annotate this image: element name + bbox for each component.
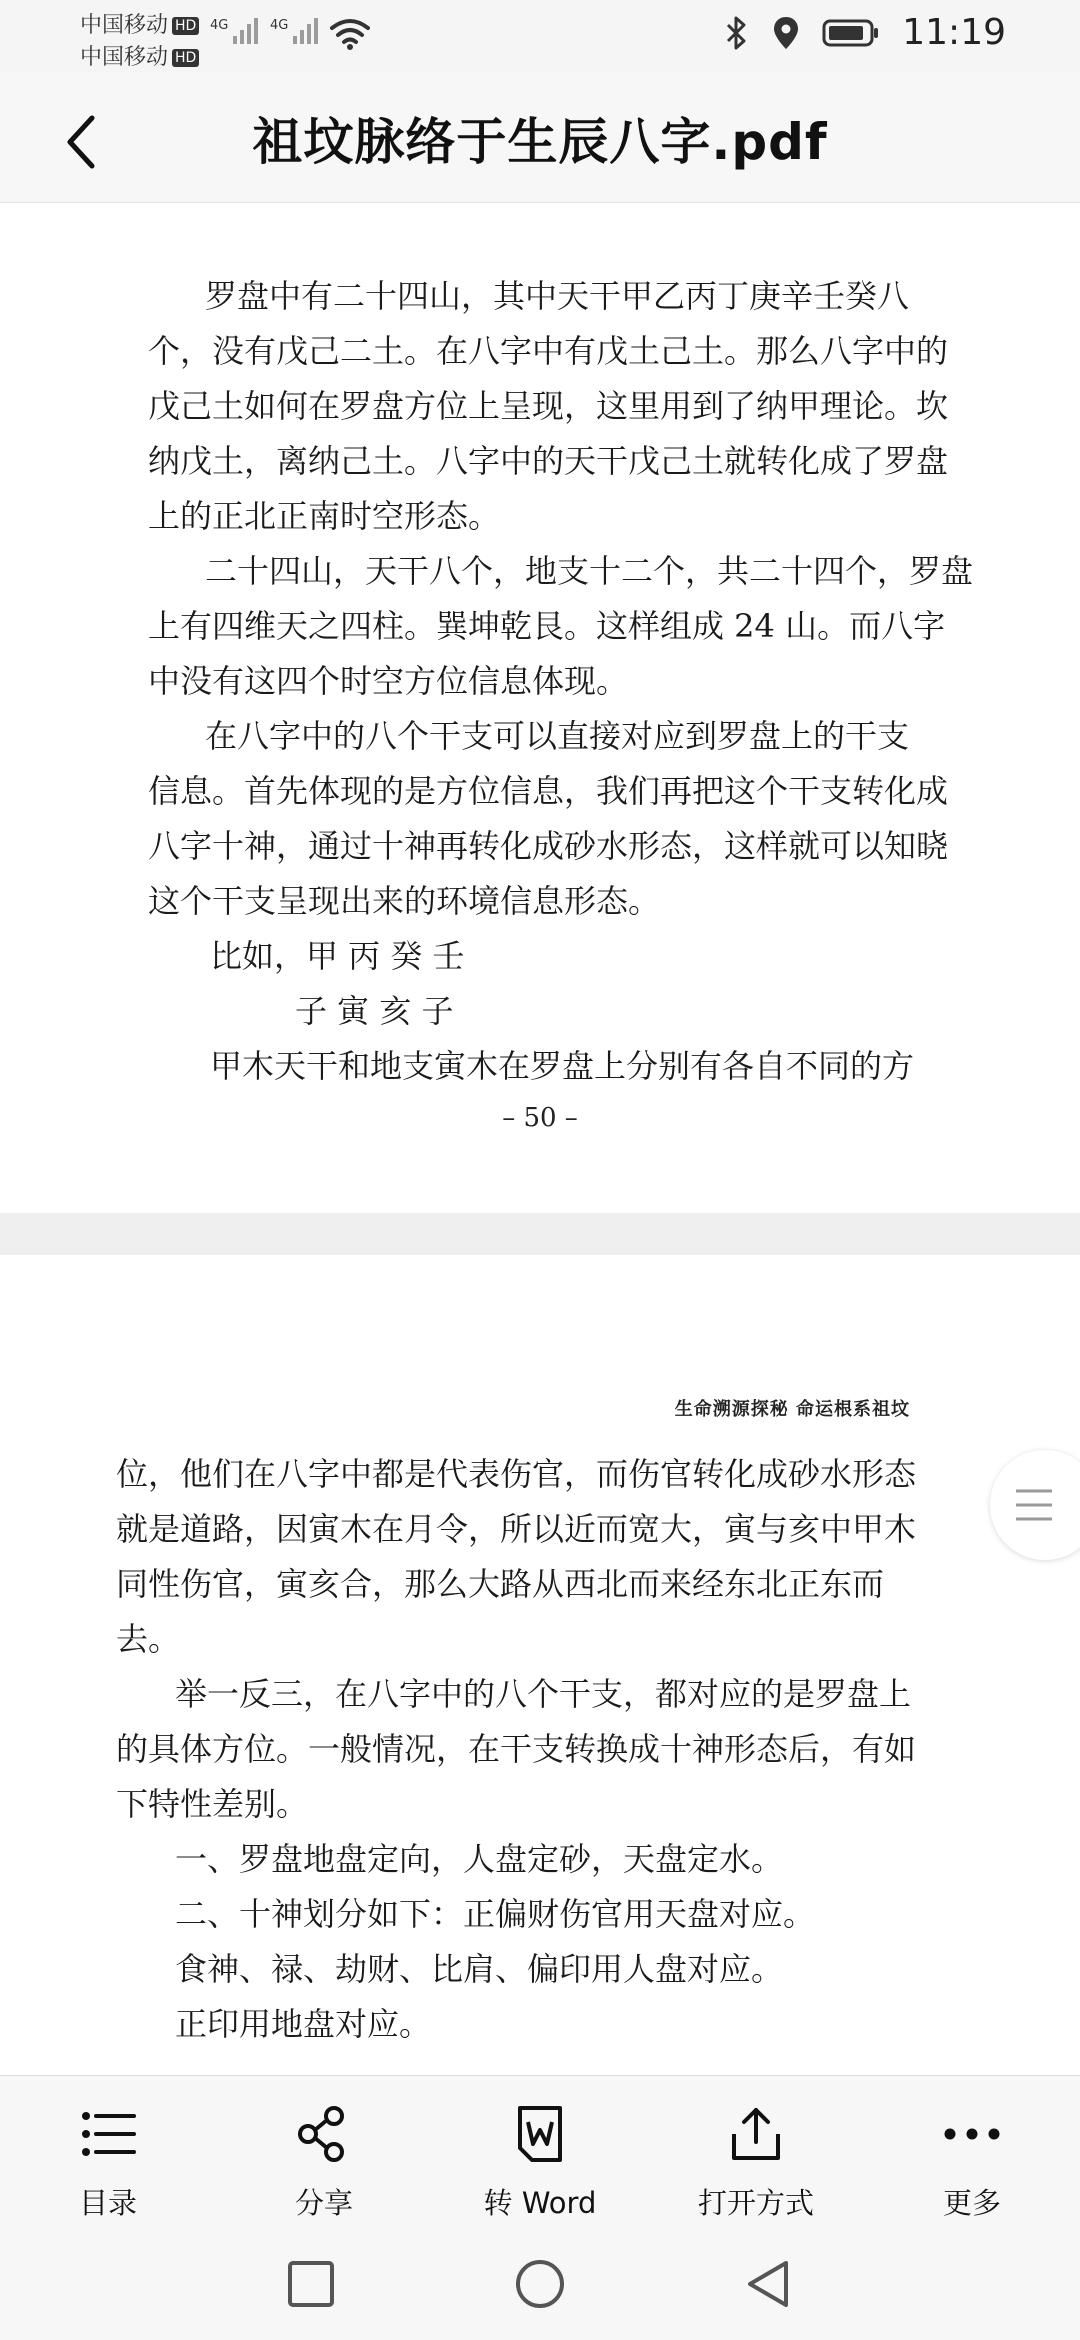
signal-icon-1: 4G bbox=[210, 18, 258, 44]
toolbar-label: 更多 bbox=[942, 2186, 1001, 2220]
toolbar-to-word-button[interactable] bbox=[432, 2076, 648, 2236]
carrier-2: 中国移动 HD bbox=[80, 40, 199, 71]
text-line: 食神、禄、劫财、比肩、偏印用人盘对应。 bbox=[175, 1950, 784, 1988]
text-line: 中没有这四个时空方位信息体现。 bbox=[148, 662, 629, 700]
wifi-icon bbox=[330, 18, 370, 50]
text-line: 一、罗盘地盘定向，人盘定砂，天盘定水。 bbox=[175, 1840, 784, 1878]
more-icon bbox=[942, 2104, 1002, 2164]
text-line: 个，没有戊己二土。在八字中有戊土己土。那么八字中的 bbox=[148, 332, 949, 370]
text-line: 二、十神划分如下：正偏财伤官用天盘对应。 bbox=[175, 1895, 816, 1933]
text-line: 的具体方位。一般情况，在干支转换成十神形态后，有如 bbox=[116, 1730, 917, 1768]
text-line: 二十四山，天干八个，地支十二个，共二十四个，罗盘 bbox=[205, 552, 974, 590]
location-icon bbox=[772, 15, 800, 51]
text-line: 举一反三，在八字中的八个干支，都对应的是罗盘上 bbox=[175, 1675, 912, 1713]
text-line: 罗盘中有二十四山，其中天干甲乙丙丁庚辛壬癸八 bbox=[205, 277, 910, 315]
text-line: 同性伤官，寅亥合，那么大路从西北而来经东北正东而 bbox=[116, 1565, 885, 1603]
carrier-1: 中国移动 HD bbox=[80, 8, 199, 39]
text-line: 上的正北正南时空形态。 bbox=[148, 497, 501, 535]
text-line: 比如，甲 丙 癸 壬 bbox=[210, 937, 465, 975]
text-line: 子 寅 亥 子 bbox=[295, 992, 454, 1030]
text-line: 下特性差别。 bbox=[116, 1785, 309, 1823]
text-line: 八字十神，通过十神再转化成砂水形态，这样就可以知晓 bbox=[148, 827, 949, 865]
text-line: 在八字中的八个干支可以直接对应到罗盘上的干支 bbox=[205, 717, 910, 755]
home-icon[interactable] bbox=[513, 2257, 567, 2311]
toolbar-label: 目录 bbox=[78, 2186, 137, 2220]
toolbar-label: 分享 bbox=[294, 2186, 353, 2220]
text-line: 纳戊土，离纳己土。八字中的天干戊己土就转化成了罗盘 bbox=[148, 442, 949, 480]
recents-icon[interactable] bbox=[284, 2257, 338, 2311]
page-gap bbox=[0, 1213, 1080, 1255]
status-right bbox=[722, 12, 1006, 53]
hd-badge: HD bbox=[172, 49, 199, 67]
back-icon[interactable] bbox=[742, 2257, 796, 2311]
hd-badge: HD bbox=[172, 17, 199, 35]
text-line: 这个干支呈现出来的环境信息形态。 bbox=[148, 882, 661, 920]
title-bar bbox=[0, 72, 1080, 203]
list-icon bbox=[78, 2104, 138, 2164]
toolbar-more-button[interactable] bbox=[864, 2076, 1080, 2236]
toolbar-label: 打开方式 bbox=[697, 2186, 814, 2220]
share-icon bbox=[294, 2104, 354, 2164]
toolbar-contents-button[interactable] bbox=[0, 2076, 216, 2236]
signal-icon-2: 4G bbox=[270, 18, 318, 44]
status-bar bbox=[0, 0, 1080, 72]
pdf-page-50 bbox=[0, 203, 1080, 1213]
text-line: 位，他们在八字中都是代表伤官，而伤官转化成砂水形态 bbox=[116, 1455, 917, 1493]
toolbar-open-with-button[interactable] bbox=[648, 2076, 864, 2236]
text-line: 上有四维天之四柱。巽坤乾艮。这样组成 24 山。而八字 bbox=[148, 607, 946, 645]
text-line: 正印用地盘对应。 bbox=[175, 2005, 432, 2043]
battery-icon bbox=[822, 18, 880, 48]
running-head: 生命溯源探秘 命运根系祖坟 bbox=[674, 1399, 910, 1420]
open-with-icon bbox=[726, 2104, 786, 2164]
system-nav-bar bbox=[0, 2235, 1080, 2340]
toolbar-share-button[interactable] bbox=[216, 2076, 432, 2236]
bluetooth-icon bbox=[722, 15, 750, 51]
page-number: – 50 – bbox=[502, 1103, 578, 1133]
menu-lines-icon bbox=[1012, 1483, 1056, 1527]
text-line: 戊己土如何在罗盘方位上呈现，这里用到了纳甲理论。坎 bbox=[148, 387, 949, 425]
text-line: 去。 bbox=[116, 1620, 181, 1658]
document-title: 祖坟脉络于生辰八字.pdf bbox=[252, 113, 828, 171]
text-line: 就是道路，因寅木在月令，所以近而宽大，寅与亥中甲木 bbox=[116, 1510, 917, 1548]
bottom-toolbar bbox=[0, 2075, 1080, 2236]
clock: 11:19 bbox=[902, 12, 1006, 53]
text-line: 信息。首先体现的是方位信息，我们再把这个干支转化成 bbox=[148, 772, 949, 810]
toolbar-label: 转 Word bbox=[483, 2186, 597, 2220]
word-icon bbox=[510, 2104, 570, 2164]
pdf-page-51 bbox=[0, 1255, 1080, 2075]
text-line: 甲木天干和地支寅木在罗盘上分别有各自不同的方 bbox=[210, 1047, 915, 1085]
